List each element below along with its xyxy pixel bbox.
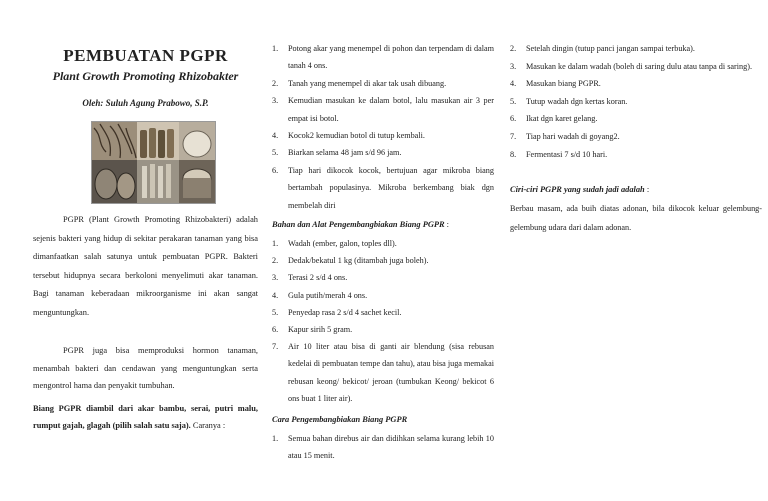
list-text: Ikat dgn karet gelang. (526, 114, 598, 124)
intro-paragraph: PGPR (Plant Growth Promoting Rhizobakteri) adalah sejenis bakteri yang hidup di sekitar perakaran tanaman yang bisa dimanfaatkan salah satunya untuk pembuatan PGPR. Bakteri tersebut hidupnya secara berkoloni menyelimuti akar tanaman. Bagi tanaman keberadaan mikroorganisme ini akan sangat menguntungkan. (33, 215, 258, 317)
bahan-heading (272, 218, 494, 232)
cara-step-item (510, 110, 762, 128)
cara-step-item (510, 128, 762, 146)
list-text: Air 10 liter atau bisa di ganti air blendung (sisa rebusan kedelai di pembuatan tempe dan tahu), atau bisa juga memakai rebusan keong/ bekicot/ jeroan (tumbukan Keong/ bekicot 6 ons buat 1 liter air). (288, 342, 494, 403)
list-number: 7. (510, 131, 517, 141)
ciri-heading (510, 185, 762, 194)
cara-step-item (510, 58, 762, 76)
biang-step-item (272, 92, 494, 127)
cara-list-part2 (510, 40, 762, 163)
bahan-item (272, 304, 494, 321)
list-number: 5. (272, 148, 279, 158)
biang-step-item (272, 75, 494, 92)
bahan-list (272, 235, 494, 407)
list-text: Penyedap rasa 2 s/d 4 sachet kecil. (288, 307, 402, 317)
list-text: Wadah (ember, galon, toples dll). (288, 239, 397, 248)
list-text: Masukan biang PGPR. (526, 79, 601, 89)
list-number: 1. (272, 44, 279, 53)
list-text: Gula putih/merah 4 ons. (288, 290, 368, 300)
list-text: Setelah dingin (tutup panci jangan sampai terbuka). (526, 44, 695, 53)
list-number: 6. (510, 114, 517, 124)
list-text: Kapur sirih 5 gram. (288, 325, 353, 335)
biang-step-item (272, 40, 494, 75)
cara-step-item (510, 40, 762, 58)
bahan-heading-text: Bahan dan Alat Pengembangbiakan Biang PGPR (272, 220, 445, 229)
list-number: 3. (510, 61, 517, 71)
list-number: 2. (272, 78, 279, 88)
biang-steps-list (272, 40, 494, 214)
list-number: 5. (272, 307, 279, 317)
bahan-item (272, 338, 494, 407)
list-number: 8. (510, 149, 517, 159)
list-text: Terasi 2 s/d 4 ons. (288, 273, 348, 283)
caranya-label: Caranya : (190, 421, 226, 430)
biang-source-text: Biang PGPR diambil dari akar bambu, serai, putri malu, rumput gajah, glagah (pilih salah satu saja). (33, 404, 258, 430)
list-number: 4. (272, 131, 279, 141)
pgpr-photo-image (91, 121, 216, 204)
list-text: Tiap hari wadah di goyang2. (526, 131, 620, 141)
author-line: Oleh: Suluh Agung Prabowo, S.P. (82, 98, 209, 108)
list-number: 7. (272, 342, 279, 352)
list-text: Potong akar yang menempel di pohon dan terpendam di dalam tanah 4 ons. (288, 44, 494, 71)
bahan-heading-colon: : (444, 220, 449, 229)
ciri-heading-text: Ciri-ciri PGPR yang sudah jadi adalah (510, 185, 645, 194)
list-number: 3. (272, 273, 279, 283)
list-text: Fermentasi 7 s/d 10 hari. (526, 149, 608, 159)
list-text: Kemudian masukan ke dalam botol, lalu masukan air 3 per empat isi botol. (288, 96, 494, 123)
cara-list-part1 (272, 430, 494, 464)
hormone-paragraph: PGPR juga bisa memproduksi hormon tanaman, menambah bakteri dan cendawan yang menguntungkan serta mengontrol hama dan penyakit tumbuhan. (33, 346, 258, 390)
bahan-item (272, 287, 494, 304)
ciri-heading-colon: : (644, 185, 650, 194)
list-text: Biarkan selama 48 jam s/d 96 jam. (288, 148, 402, 158)
bahan-item (272, 235, 494, 252)
list-number: 3. (272, 96, 279, 106)
list-number: 5. (510, 96, 517, 106)
cara-step-item (510, 146, 762, 164)
list-number: 1. (272, 239, 279, 248)
biang-step-item (272, 144, 494, 161)
list-text: Tanah yang menempel di akar tak usah dibuang. (288, 78, 447, 88)
list-number: 1. (272, 434, 279, 443)
cara-step-item (510, 93, 762, 111)
page-title: PEMBUATAN PGPR (63, 46, 228, 65)
list-text: Semua bahan direbus air dan didihkan selama kurang lebih 10 atau 15 menit. (288, 434, 494, 461)
bahan-item (272, 321, 494, 338)
cara-step-item (510, 75, 762, 93)
biang-source-paragraph (33, 400, 258, 434)
biang-step-item (272, 127, 494, 144)
list-number: 6. (272, 325, 279, 335)
list-text: Kocok2 kemudian botol di tutup kembali. (288, 131, 425, 141)
cara-step-item (272, 430, 494, 464)
cara-heading: Cara Pengembangbiakan Biang PGPR (272, 415, 408, 424)
list-number: 4. (272, 290, 279, 300)
list-text: Tutup wadah dgn kertas koran. (526, 96, 628, 106)
list-number: 6. (272, 165, 279, 175)
list-text: Masukan ke dalam wadah (boleh di saring dulu atau tanpa di saring). (526, 61, 752, 71)
bahan-item (272, 269, 494, 286)
page-subtitle: Plant Growth Promoting Rhizobakter (52, 69, 239, 83)
list-number: 2. (510, 44, 517, 53)
biang-step-item (272, 162, 494, 214)
ciri-paragraph: Berbau masam, ada buih diatas adonan, bila dikocok keluar gelembung-gelembung udara dari dalam adonan. (510, 204, 762, 232)
bahan-item (272, 252, 494, 269)
list-number: 4. (510, 79, 517, 89)
list-text: Tiap hari dikocok kocok, bertujuan agar mikroba biang bertambah populasinya. Mikroba berkembang biak dgn membelah diri (288, 165, 494, 210)
list-text: Dedak/bekatul 1 kg (ditambah juga boleh). (288, 256, 429, 266)
list-number: 2. (272, 256, 279, 266)
